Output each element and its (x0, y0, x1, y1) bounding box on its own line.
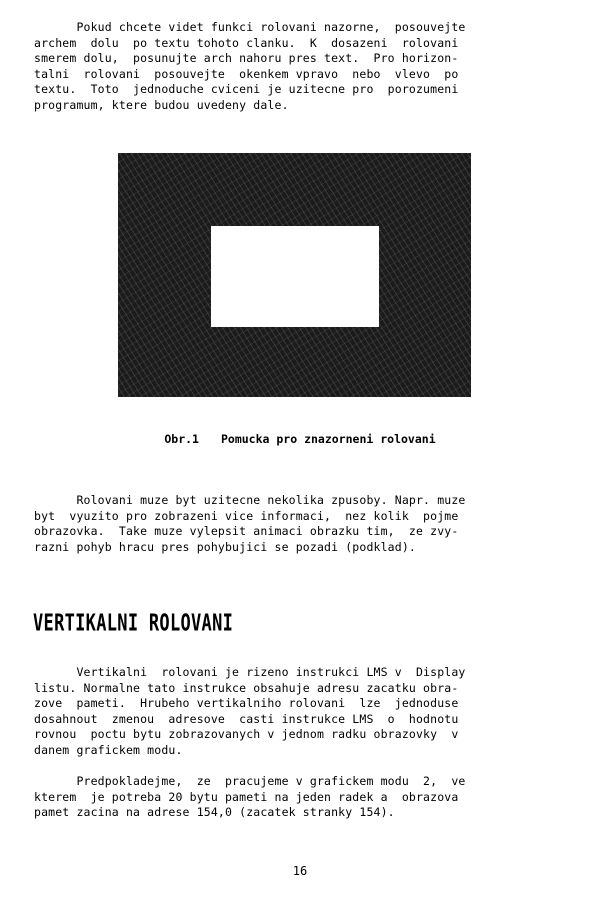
text-line: smerem dolu, posunujte arch nahoru pres text. Pro horizon- (34, 51, 459, 66)
text-line: danem grafickem modu. (34, 742, 183, 757)
text-line: dosahnout zmenou adresove casti instrukce LMS o hodnotu (34, 711, 459, 726)
text-line: byt vyuzito pro zobrazeni vice informaci, nez kolik pojme (34, 508, 459, 523)
text-line: kterem je potreba 20 bytu pameti na jeden radek a obrazova (34, 789, 459, 804)
figure-caption-text: Pomucka pro znazorneni rolovani (220, 432, 436, 446)
text-line: talni rolovani posouvejte okenkem vpravo nebo vlevo po (34, 66, 459, 81)
figure-number: Obr.1 (164, 432, 199, 446)
text-line: Rolovani muze byt uzitecne nekolika zpusoby. Napr. muze (34, 493, 466, 507)
text-line: Vertikalni rolovani je rizeno instrukci LMS v Display (34, 665, 466, 679)
usage-paragraph (34, 493, 566, 555)
text-line: zove pameti. Hrubeho vertikalniho rolovani lze jednoduse (34, 696, 459, 711)
intro-paragraph (34, 20, 566, 114)
scrolling-aid-figure (118, 153, 471, 397)
text-line: listu. Normalne tato instrukce obsahuje adresu zacatku obra- (34, 680, 459, 695)
figure-caption (0, 432, 600, 446)
text-line: pamet zacina na adrese 154,0 (zacatek stranky 154). (34, 805, 395, 820)
text-line: Predpokladejme, ze pracujeme v grafickem modu 2, ve (34, 774, 466, 788)
text-line: archem dolu po textu tohoto clanku. K dosazeni rolovani (34, 35, 459, 50)
example-paragraph (34, 774, 566, 821)
vertical-scroll-paragraph (34, 665, 566, 759)
text-line: Pokud chcete videt funkci rolovani nazorne, posouvejte (34, 20, 466, 34)
text-line: obrazovka. Take muze vylepsit animaci obrazku tim, ze zvy- (34, 524, 459, 539)
page-number: 16 (292, 864, 308, 878)
text-line: textu. Toto jednoduche cviceni je uzitecne pro porozumeni (34, 82, 459, 97)
section-heading: VERTIKALNI ROLOVANI (33, 610, 234, 637)
text-line: rovnou poctu bytu zobrazovanych v jednom radku obrazovky v (34, 727, 459, 742)
text-line: programum, ktere budou uvedeny dale. (34, 97, 289, 112)
figure-window (211, 226, 379, 327)
text-line: razni pohyb hracu pres pohybujici se pozadi (podklad). (34, 539, 416, 554)
